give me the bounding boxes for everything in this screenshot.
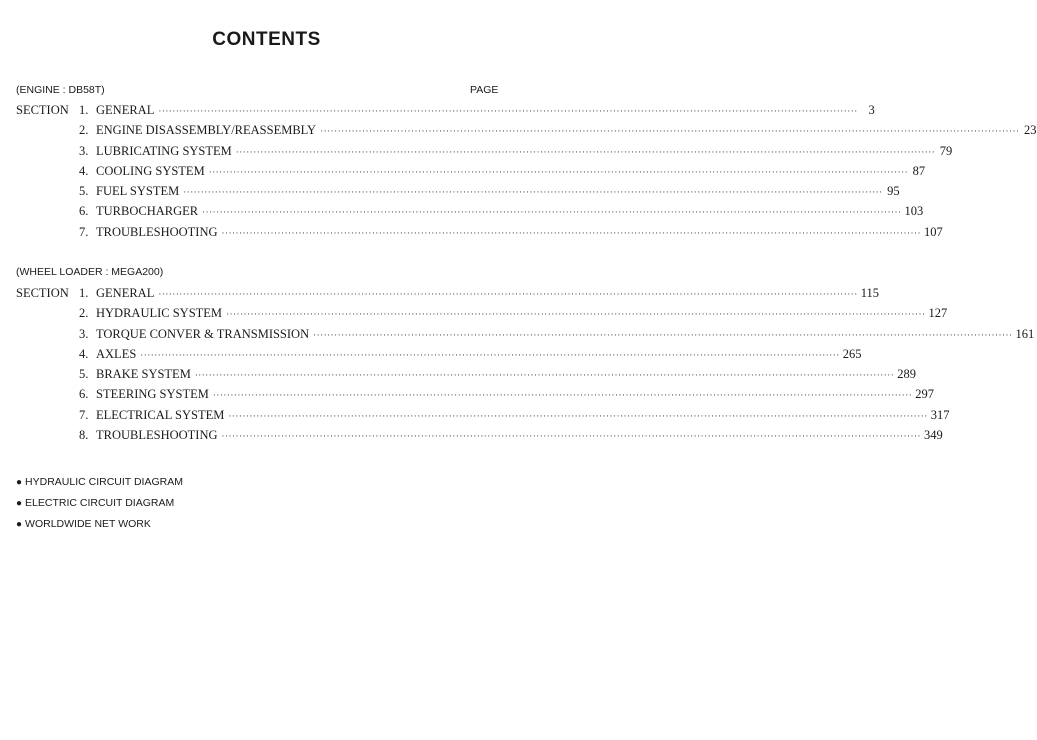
entry-title: TURBOCHARGER	[96, 204, 199, 219]
entry-title: GENERAL	[96, 286, 155, 300]
dot-leader: ········································································································································································································	[235, 146, 936, 157]
entry-number: 6.	[79, 387, 89, 402]
toc-entry	[0, 344, 862, 364]
dot-leader: ········································································································································································································	[221, 227, 921, 238]
entry-title: LUBRICATING SYSTEM	[96, 143, 232, 158]
toc-entry	[0, 384, 935, 404]
entry-number: 2.	[79, 306, 89, 321]
entry-page-number: 23	[1024, 123, 1037, 138]
wheel-loader-toc-list	[0, 283, 1035, 445]
engine-toc-list	[0, 100, 1037, 242]
entry-page-number: 127	[928, 306, 948, 321]
appendix-list	[16, 472, 183, 535]
entry-title: STEERING SYSTEM	[96, 387, 209, 402]
section-label: SECTION	[16, 103, 69, 117]
appendix-item	[16, 514, 183, 535]
dot-leader: ········································································································································································································	[221, 431, 921, 442]
entry-title: BRAKE SYSTEM	[96, 367, 191, 382]
dot-leader: ········································································································································································································	[140, 349, 840, 360]
entry-number: 5.	[79, 367, 89, 382]
entry-page-number: 87	[912, 163, 926, 178]
toc-entry	[0, 100, 875, 120]
dot-leader: ········································································································································································································	[202, 207, 902, 218]
toc-entry	[0, 283, 880, 303]
entry-page-number: 317	[930, 407, 950, 422]
entry-number: 7.	[79, 224, 89, 239]
wheel-loader-group-heading: (WHEEL LOADER : MEGA200)	[16, 266, 164, 278]
entry-page-number: 3	[868, 103, 875, 117]
toc-entry	[0, 141, 953, 161]
entry-number: 5.	[79, 184, 89, 199]
dot-leader: ········································································································································································································	[320, 126, 1020, 137]
toc-entry	[0, 405, 950, 425]
bullet-icon: ●	[16, 519, 23, 530]
entry-number: 4.	[79, 163, 89, 178]
entry-number: 3.	[79, 326, 89, 341]
entry-number: 2.	[79, 123, 89, 138]
section-label: SECTION	[16, 286, 69, 300]
toc-entry	[0, 161, 926, 181]
dot-leader: ········································································································································································································	[208, 166, 909, 177]
dot-leader: ········································································································································································································	[212, 390, 913, 401]
entry-page-number: 265	[842, 346, 862, 361]
entry-number: 3.	[79, 143, 89, 158]
dot-leader: ········································································································································································································	[313, 329, 1013, 340]
entry-page-number: 297	[915, 387, 935, 402]
entry-title: COOLING SYSTEM	[96, 163, 205, 178]
entry-number: 7.	[79, 407, 89, 422]
toc-entry	[0, 303, 948, 323]
entry-page-number: 349	[923, 428, 943, 443]
toc-entry	[0, 201, 924, 221]
toc-entry	[0, 222, 943, 242]
dot-leader: ········································································································································································································	[158, 106, 858, 116]
toc-entry	[0, 425, 943, 445]
entry-number: 8.	[79, 428, 89, 443]
entry-page-number: 289	[897, 367, 916, 382]
entry-number: 4.	[79, 346, 89, 361]
entry-title: TROUBLESHOOTING	[96, 428, 218, 443]
entry-page-number: 103	[904, 204, 924, 219]
entry-title: GENERAL	[96, 103, 155, 117]
bullet-icon: ●	[16, 477, 23, 488]
appendix-item-label: ELECTRIC CIRCUIT DIAGRAM	[25, 497, 175, 509]
entry-number: 6.	[79, 204, 89, 219]
entry-title: AXLES	[96, 346, 137, 361]
entry-page-number: 79	[939, 143, 953, 158]
entry-page-number: 95	[887, 184, 900, 199]
appendix-item	[16, 493, 183, 514]
entry-title: ELECTRICAL SYSTEM	[96, 407, 225, 422]
engine-group-heading: (ENGINE : DB58T)	[16, 84, 105, 96]
page-title: CONTENTS	[212, 29, 321, 50]
entry-number: 1.	[79, 286, 89, 300]
dot-leader: ········································································································································································································	[183, 187, 883, 198]
entry-page-number: 115	[860, 286, 880, 300]
page-column-header: PAGE	[470, 84, 499, 96]
entry-title: TROUBLESHOOTING	[96, 224, 218, 239]
appendix-item-label: HYDRAULIC CIRCUIT DIAGRAM	[25, 476, 183, 488]
toc-entry	[0, 364, 916, 384]
appendix-item	[16, 472, 183, 493]
entry-title: FUEL SYSTEM	[96, 184, 180, 199]
dot-leader: ········································································································································································································	[194, 370, 895, 381]
entry-title: ENGINE DISASSEMBLY/REASSEMBLY	[96, 123, 317, 138]
entry-title: HYDRAULIC SYSTEM	[96, 306, 223, 321]
entry-title: TORQUE CONVER & TRANSMISSION	[96, 326, 310, 341]
dot-leader: ········································································································································································································	[228, 410, 928, 421]
dot-leader: ········································································································································································································	[226, 309, 926, 320]
dot-leader: ········································································································································································································	[158, 289, 858, 299]
bullet-icon: ●	[16, 498, 23, 509]
entry-number: 1.	[79, 103, 89, 117]
entry-page-number: 107	[923, 224, 943, 239]
toc-entry	[0, 181, 900, 201]
entry-page-number: 161	[1015, 326, 1035, 341]
toc-entry	[0, 120, 1037, 140]
appendix-item-label: WORLDWIDE NET WORK	[25, 518, 151, 530]
toc-entry	[0, 324, 1035, 344]
